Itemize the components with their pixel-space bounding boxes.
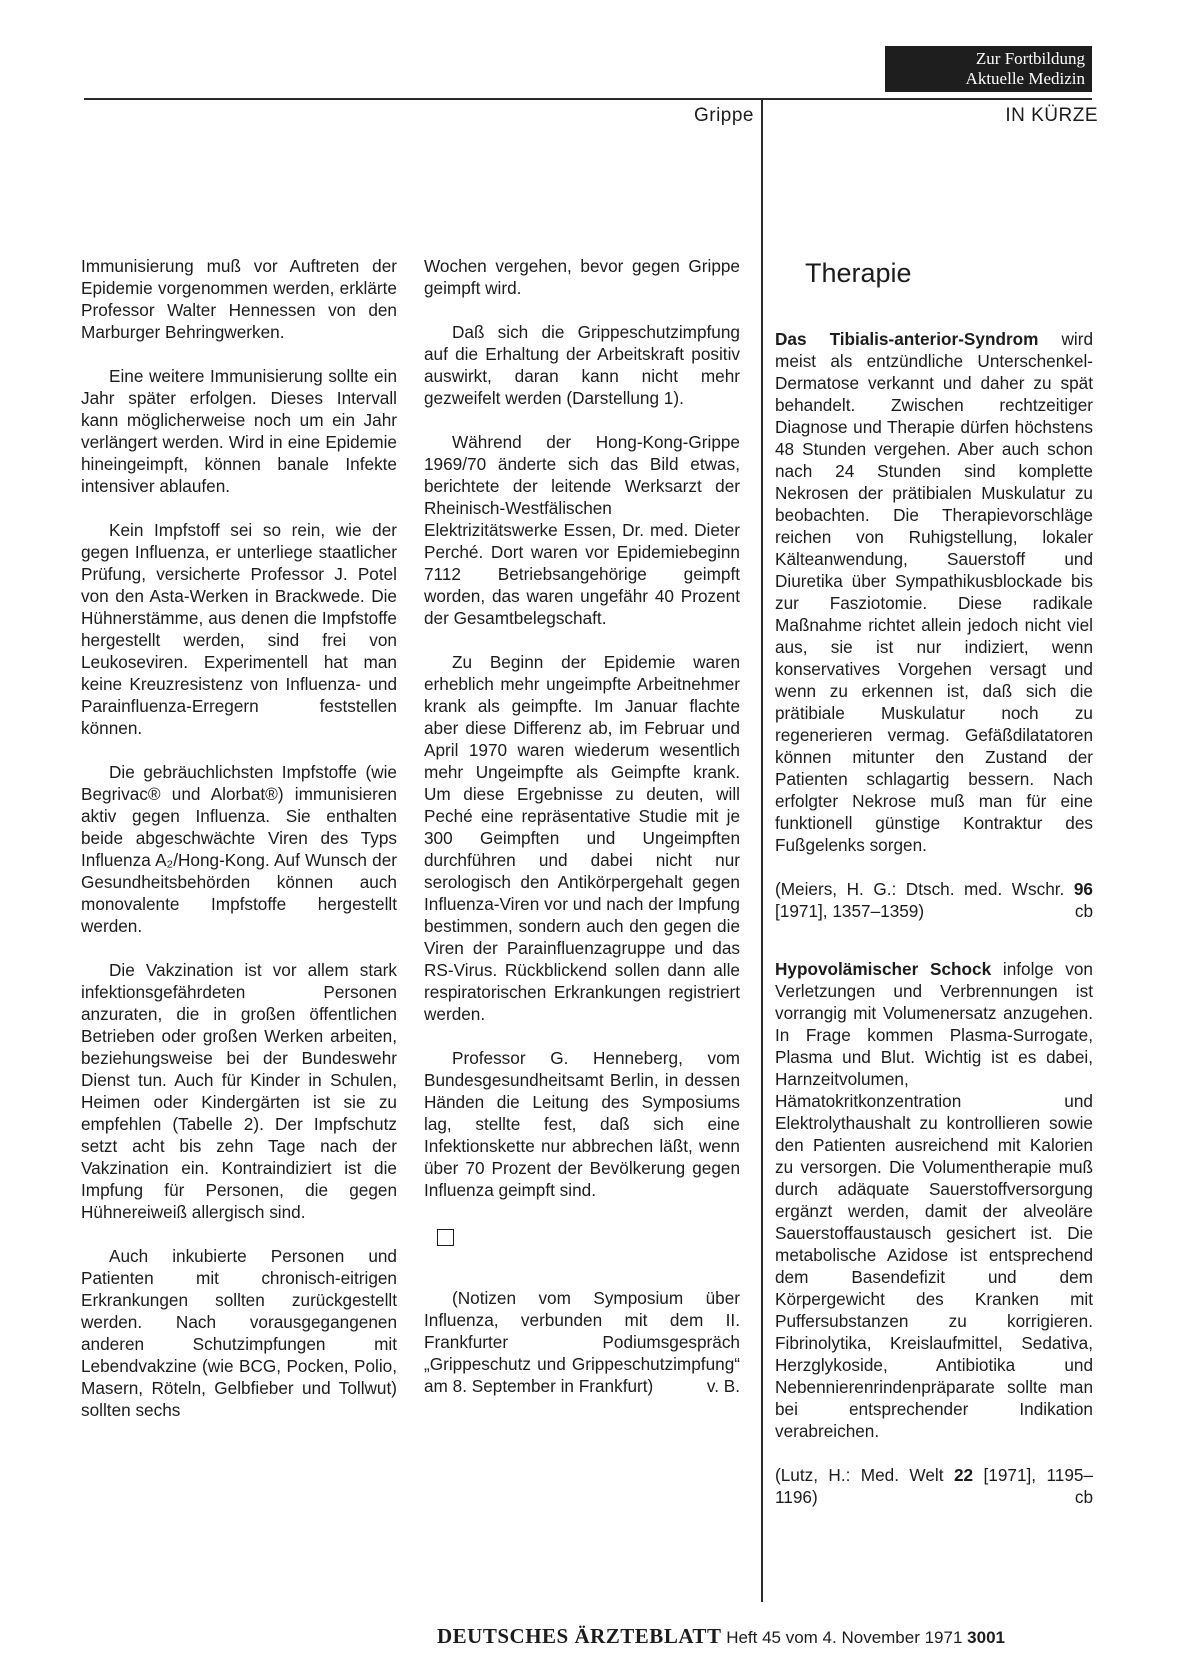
paragraph: Während der Hong-Kong-Grippe 1969/70 änderte sich das Bild etwas, berichtete der leitende Werksarzt der Rheinisch-Westfälischen Elektrizitätswerke Essen, Dr. med. Dieter Perché. Dort waren vor Epidemiebeginn 7112 Betriebsangehörige geimpft worden, das waren ungefähr 40 Prozent der Gesamtbelegschaft. bbox=[424, 432, 740, 628]
paragraph: Die Vakzination ist vor allem stark infektionsgefährdeten Personen anzuraten, die in großen öffentlichen Betrieben oder großen Werken arbeiten, beziehungsweise bei der Bundeswehr Dienst tun. Auch für Kinder in Schulen, Heimen oder Kindergärten ist sie zu empfehlen (Tabelle 2). Der Impfschutz setzt acht bis zehn Tage nach der Vakzination ein. Kontraindiziert ist die Impfung für Personen, die gegen Hühnereiweiß allergisch sind. bbox=[81, 960, 397, 1222]
citation bbox=[775, 878, 1093, 922]
citation-volume: 96 bbox=[1073, 879, 1093, 899]
article-lead: Hypovolämischer Schock bbox=[775, 959, 992, 979]
header-rule bbox=[84, 98, 1092, 100]
paragraph: Eine weitere Immunisierung sollte ein Jahr später erfolgen. Dieses Intervall kann möglicherweise noch um ein Jahr verlängert werden. Wird in eine Epidemie hineingeimpft, können banale Infekte intensiver ablaufen. bbox=[81, 366, 397, 496]
citation-pages: [1971], 1357–1359) bbox=[775, 901, 925, 921]
end-mark-icon bbox=[437, 1229, 454, 1246]
article-schock bbox=[775, 958, 1093, 1442]
paragraph: Zu Beginn der Epidemie waren erheblich mehr ungeimpfte Arbeitnehmer krank als geimpfte. Im Januar flachte aber diese Differenz ab, im Februar und April 1970 waren wiederum wesentlich mehr Ungeimpfte als Geimpfte krank. Um diese Ergebnisse zu deuten, will Peché eine repräsentative Studie mit je 300 Geimpften und Ungeimpften durchführen und dabei nicht nur serologisch den Antikörpergehalt gegen Influenza-Viren vor und nach der Impfung bestimmen, sondern auch den gegen die Viren der Parainfluenzagruppe und das RS-Virus. Rückblickend sollen dann alle respiratorischen Erkrankungen registriert werden. bbox=[424, 652, 740, 1024]
paragraph: Daß sich die Grippeschutzimpfung auf die Erhaltung der Arbeitskraft positiv auswirkt, daran kann nicht mehr gezweifelt werden (Darstellung 1). bbox=[424, 322, 740, 408]
citation-source: (Lutz, H.: Med. Welt bbox=[775, 1465, 944, 1485]
author-initials: cb bbox=[1074, 901, 1093, 921]
topic-heading: Grippe bbox=[693, 105, 754, 126]
paragraph: Professor G. Henneberg, vom Bundesgesundheitsamt Berlin, in dessen Händen die Leitung des Symposiums lag, stellte fest, daß sich eine Infektionskette nur abbrechen läßt, wenn über 70 Prozent der Bevölkerung gegen Influenza geimpft sind. bbox=[424, 1048, 740, 1200]
column-3 bbox=[775, 256, 1093, 1544]
section-title: Therapie bbox=[805, 258, 912, 288]
column-1 bbox=[81, 255, 397, 1443]
article-body: infolge von Verletzungen und Verbrennungen ist vorrangig mit Volumenersatz anzugehen. In Frage kommen Plasma-Surrogate, Plasma und Blut. Wichtig ist es dabei, Harnzeitvolumen, Hämatokritkonzentration und Elektrolythaushalt zu kontrollieren sowie den Patienten ausreichend mit Kalorien zu versorgen. Die Volumentherapie muß durch adäquate Sauerstoffversorgung ergänzt werden, damit der alveoläre Sauerstoffaustausch gesichert ist. Die metabolische Azidose ist entsprechend dem Basendefizit und dem Körpergewicht des Kranken mit Puffersubstanzen zu korrigieren. Fibrinolytika, Kreislaufmittel, Sedativa, Herzglykoside, Antibiotika und Nebennierenrindenpräparate sollte man bei entsprechender Indikation verabreichen. bbox=[775, 959, 1093, 1441]
section-heading: IN KÜRZE bbox=[1005, 105, 1098, 126]
paragraph: Die gebräuchlichsten Impfstoffe (wie Begrivac® und Alorbat®) immunisieren aktiv gegen Influenza. Sie enthalten beide abgeschwächte Viren des Typs Influenza A₂/Hong-Kong. Auf Wunsch der Gesundheitsbehörden können auch monovalente Impfstoffe hergestellt werden. bbox=[81, 762, 397, 936]
article-lead: Das Tibialis-anterior-Syndrom bbox=[775, 329, 1039, 349]
source-note bbox=[424, 1287, 740, 1397]
paragraph: Wochen vergehen, bevor gegen Grippe geimpft wird. bbox=[424, 256, 740, 298]
page-number: 3001 bbox=[967, 1628, 1005, 1647]
author-initials: cb bbox=[1074, 1487, 1093, 1507]
author-initials: v. B. bbox=[706, 1376, 740, 1396]
issue-info: Heft 45 vom 4. November 1971 bbox=[726, 1628, 963, 1647]
section-badge bbox=[885, 46, 1092, 92]
masthead: DEUTSCHES ÄRZTEBLATT bbox=[437, 1624, 722, 1648]
badge-line-1: Zur Fortbildung bbox=[975, 49, 1085, 68]
paragraph: Kein Impfstoff sei so rein, wie der gegen Influenza, er unterliege staatlicher Prüfung, versicherte Professor J. Potel von den Asta-Werken in Brackwede. Die Hühnerstämme, aus denen die Impfstoffe hergestellt werden, sind frei von Leukoseviren. Experimentell hat man keine Kreuzresistenz von Influenza- und Parainfluenza-Erregern feststellen können. bbox=[81, 520, 397, 738]
article-tibialis bbox=[775, 328, 1093, 856]
source-note-text: (Notizen vom Symposium über Influenza, verbunden mit dem II. Frankfurter Podiumsgespräch „Grippeschutz und Grippeschutzimpfung“ am 8. September in Frankfurt) bbox=[424, 1288, 740, 1396]
column-divider bbox=[761, 99, 763, 1602]
citation-volume: 22 bbox=[953, 1465, 974, 1485]
page-footer bbox=[437, 1624, 1005, 1649]
badge-line-2: Aktuelle Medizin bbox=[965, 69, 1085, 88]
column-2 bbox=[424, 255, 740, 1419]
citation-pages: [1971], 1195–1196) bbox=[775, 1465, 1094, 1507]
citation bbox=[775, 1464, 1093, 1508]
paragraph: Auch inkubierte Personen und Patienten mit chronisch-eitrigen Erkrankungen sollten zurückgestellt werden. Nach vorausgegangenen anderen Schutzimpfungen mit Lebendvakzine (wie BCG, Pocken, Polio, Masern, Röteln, Gelbfieber und Tollwut) sollten sechs bbox=[81, 1246, 397, 1420]
article-body: wird meist als entzündliche Unterschenkel-Dermatose verkannt und daher zu spät behandelt. Zwischen rechtzeitiger Diagnose und Therapie dürfen höchstens 48 Stunden vergehen. Aber auch schon nach 24 Stunden sind komplette Nekrosen der prätibialen Muskulatur zu beobachten. Die Therapievorschläge reichen von Ruhigstellung, lokaler Kälteanwendung, Sauerstoff und Diuretika über Sympathikusblockade bis zur Fasziotomie. Diese radikale Maßnahme richtet allein jedoch nicht viel aus, sie ist nur indiziert, wenn konservatives Vorgehen versagt und wenn zu erkennen ist, daß sich die prätibiale Muskulatur noch zu regenerieren vermag. Gefäßdilatatoren können mitunter den Zustand der Patienten schlagartig bessern. Nach erfolgter Nekrose muß man für eine funktionell günstige Kontraktur des Fußgelenks sorgen. bbox=[775, 329, 1093, 855]
paragraph: Immunisierung muß vor Auftreten der Epidemie vorgenommen werden, erklärte Professor Walter Hennessen von den Marburger Behringwerken. bbox=[81, 256, 397, 342]
citation-source: (Meiers, H. G.: Dtsch. med. Wschr. bbox=[775, 879, 1065, 899]
